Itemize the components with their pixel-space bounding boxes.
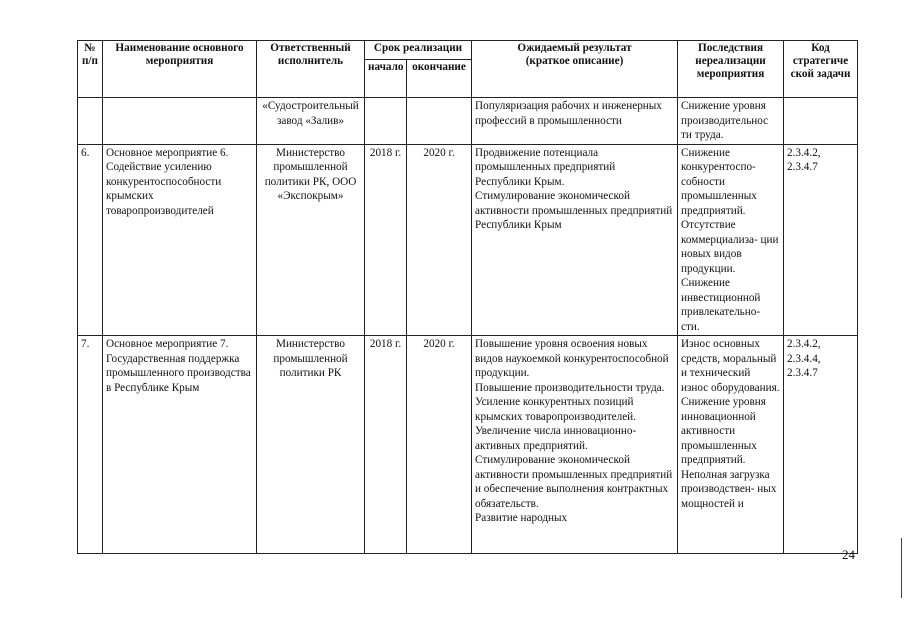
table-header-row: [78, 41, 858, 60]
cell-num: 7.: [78, 336, 103, 554]
cell-result: Повышение уровня освоения новых видов наукоемкой конкурентоспособной продукции. Повышение производительности труда. Усиление конкурентных позиций крымских товаропроизводителей. Увеличение числа инновационно- активных предприятий. Стимулирование экономической активности промышленных предприятий и обеспечение выполнения контрактных обязательств. Развитие народных: [472, 336, 678, 554]
program-activities-table: [77, 40, 858, 554]
cell-name: Основное мероприятие 6. Содействие усилению конкурентоспособности крымских товаропроизводителей: [103, 144, 257, 336]
cell-result: Продвижение потенциала промышленных предприятий Республики Крым. Стимулирование экономической активности промышленных предприятий Республики Крым: [472, 144, 678, 336]
cell-code: 2.3.4.2, 2.3.4.7: [784, 144, 858, 336]
cell-code: 2.3.4.2, 2.3.4.4, 2.3.4.7: [784, 336, 858, 554]
cell-result: Популяризация рабочих и инженерных профессий в промышленности: [472, 98, 678, 145]
cell-start: 2018 г.: [365, 336, 407, 554]
cell-consequence: Снижение конкурентоспо- собности промышленных предприятий. Отсутствие коммерциализа- ции новых видов продукции. Снижение инвестиционной привлекательно- сти.: [678, 144, 784, 336]
table-row: [78, 144, 858, 336]
header-result: Ожидаемый результат (краткое описание): [472, 41, 678, 98]
cell-num: [78, 98, 103, 145]
cell-consequence: Износ основных средств, моральный и технический износ оборудования. Снижение уровня инновационной активности промышленных предприятий. Неполная загрузка производствен- ных мощностей и: [678, 336, 784, 554]
page-number: 24: [842, 547, 855, 562]
cell-end: 2020 г.: [407, 336, 472, 554]
cell-end: [407, 98, 472, 145]
header-end: окончание: [407, 60, 472, 98]
header-consequence: Последствия нереализации мероприятия: [678, 41, 784, 98]
cell-start: [365, 98, 407, 145]
page-edge-rule: [901, 538, 902, 598]
cell-name: Основное мероприятие 7. Государственная поддержка промышленного производства в Республике Крым: [103, 336, 257, 554]
table-row: [78, 336, 858, 554]
header-start: начало: [365, 60, 407, 98]
cell-consequence: Снижение уровня производительнос ти труда.: [678, 98, 784, 145]
cell-executor: Министерство промышленной политики РК, ООО «Экспокрым»: [257, 144, 365, 336]
table-row: [78, 98, 858, 145]
cell-code: [784, 98, 858, 145]
header-num: № п/п: [78, 41, 103, 98]
cell-executor: Министерство промышленной политики РК: [257, 336, 365, 554]
cell-end: 2020 г.: [407, 144, 472, 336]
header-executor: Ответственный исполнитель: [257, 41, 365, 98]
cell-num: 6.: [78, 144, 103, 336]
header-term: Срок реализации: [365, 41, 472, 60]
cell-executor: «Судостроительный завод «Залив»: [257, 98, 365, 145]
cell-start: 2018 г.: [365, 144, 407, 336]
header-code: Код стратегиче ской задачи: [784, 41, 858, 98]
header-name: Наименование основного мероприятия: [103, 41, 257, 98]
cell-name: [103, 98, 257, 145]
